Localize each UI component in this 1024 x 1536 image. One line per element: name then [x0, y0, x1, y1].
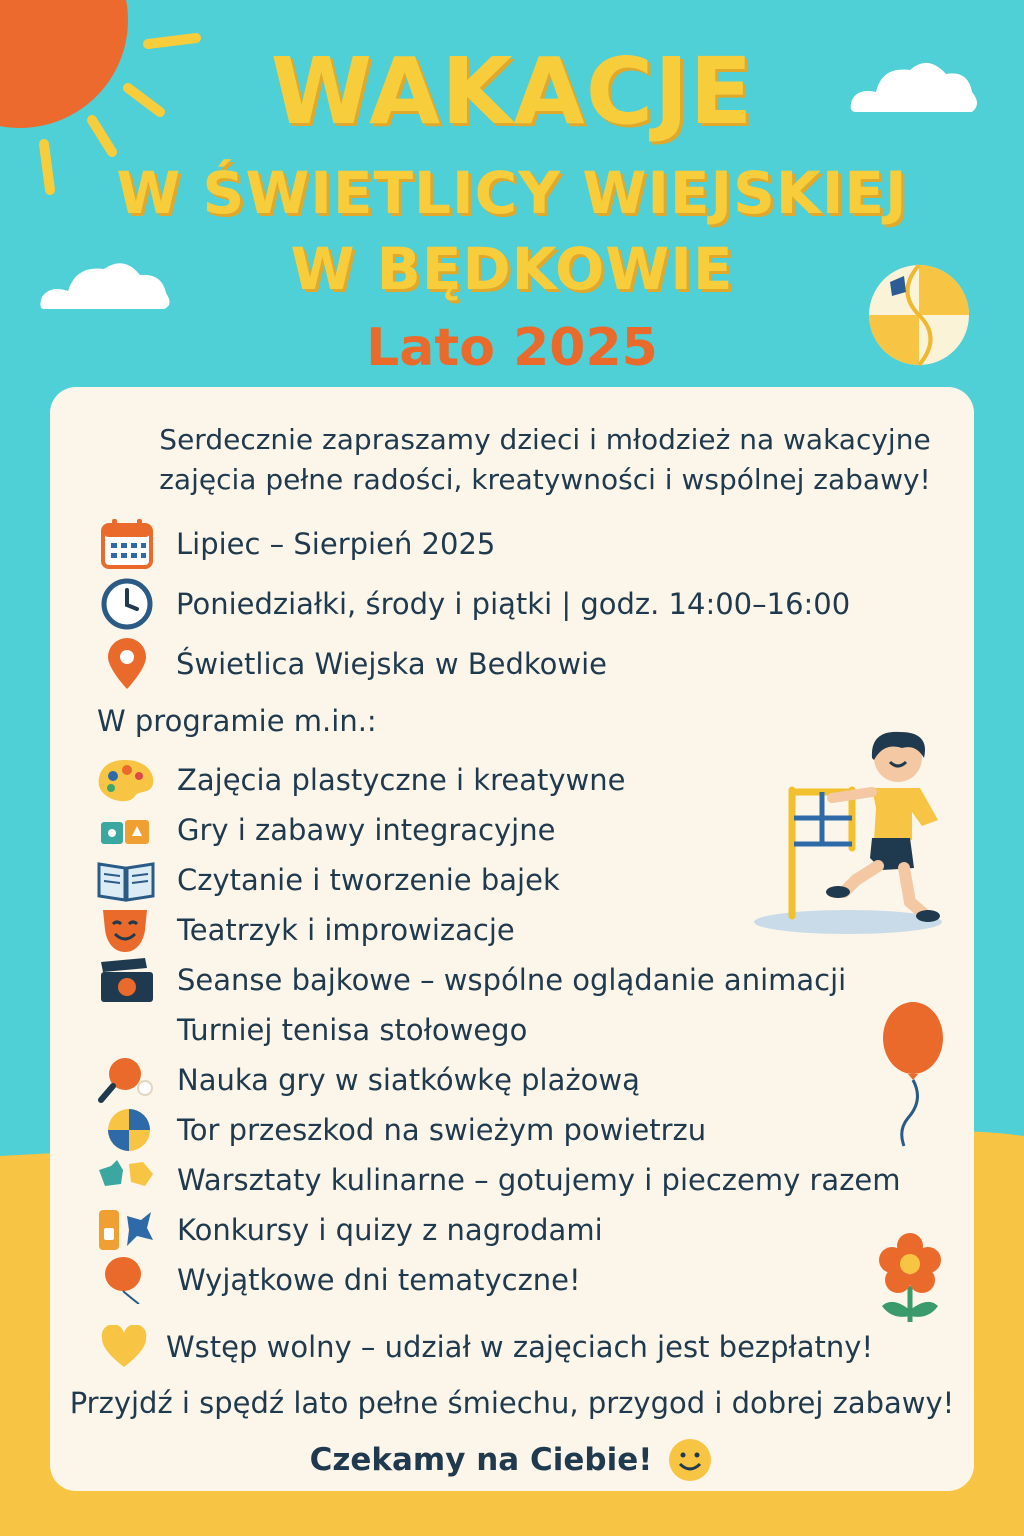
- program-item: [95, 1006, 527, 1054]
- location-pin-icon: [100, 637, 154, 691]
- intro-text: Serdecznie zapraszamy dzieci i młodzież na wakacyjne zajęcia pełne radości, kreatywności i wspólnej zabawy!: [159, 423, 931, 496]
- program-item: [95, 1206, 603, 1254]
- title-line-1: WAKACJE: [270, 38, 754, 145]
- program-item-text: Seanse bajkowe – wspólne oglądanie animacji: [177, 963, 847, 997]
- title-line-2: W ŚWIETLICY WIEJSKIEJ: [116, 159, 908, 227]
- program-item: [95, 856, 560, 904]
- program-item-text: Konkursy i quizy z nagrodami: [177, 1213, 603, 1247]
- program-item-text: Wyjątkowe dni tematyczne!: [177, 1263, 581, 1297]
- program-item-text: Tor przeszkod na swieżym powietrzu: [177, 1113, 707, 1147]
- info-dates: [100, 518, 495, 570]
- volleyball-icon: [95, 1106, 157, 1154]
- free-entry-text: Wstęp wolny – udział w zajęciach jest bezpłatny!: [166, 1330, 874, 1364]
- program-item-text: Teatrzyk i improwizacje: [177, 913, 515, 947]
- program-item: [95, 756, 625, 804]
- program-item: [95, 1256, 581, 1304]
- flower-decoration: [870, 1230, 950, 1326]
- info-location: [100, 638, 607, 690]
- playing-boy-illustration: [752, 728, 948, 938]
- balloon-decoration: [878, 1000, 948, 1148]
- program-item-text: Zajęcia plastyczne i kreatywne: [177, 763, 626, 797]
- palette-icon: [95, 756, 157, 804]
- program-item: [95, 906, 515, 954]
- book-icon: [95, 856, 157, 904]
- ping-pong-paddle-icon: [95, 1056, 157, 1104]
- program-item-text: Warsztaty kulinarne – gotujemy i pieczemy razem: [177, 1163, 901, 1197]
- sign-off: [50, 1436, 974, 1484]
- program-item-text: Turniej tenisa stołowego: [177, 1013, 528, 1047]
- puzzle-icon: [95, 1156, 157, 1204]
- title-line-3: W BĘDKOWIE: [290, 235, 734, 303]
- subtitle-year: Lato 2025: [366, 318, 658, 378]
- closing-text: Przyjdź i spędź lato pełne śmiechu, przygod i dobrej zabawy!: [69, 1386, 955, 1420]
- info-dates-text: Lipiec – Sierpień 2025: [176, 527, 496, 561]
- info-schedule-text: Poniedziałki, środy i piątki | godz. 14:00–16:00: [176, 587, 851, 621]
- program-item: [95, 806, 555, 854]
- info-location-text: Świetlica Wiejska w Bedkowie: [176, 647, 608, 681]
- calendar-icon: [100, 517, 154, 571]
- clapperboard-icon: [95, 956, 157, 1004]
- balloon-icon: [95, 1256, 157, 1304]
- quiz-icon: [95, 1206, 157, 1254]
- program-item: [95, 1056, 640, 1104]
- smiley-icon: [666, 1436, 714, 1484]
- program-item: [95, 956, 846, 1004]
- clock-icon: [100, 577, 154, 631]
- program-item-text: Nauka gry w siatkówkę plażową: [177, 1063, 640, 1097]
- blank-icon: [95, 1006, 157, 1054]
- heart-icon: [100, 1325, 148, 1369]
- program-heading: W programie m.in.:: [97, 704, 377, 738]
- sign-off-text: Czekamy na Ciebie!: [309, 1442, 653, 1478]
- program-item-text: Gry i zabawy integracyjne: [177, 813, 556, 847]
- program-item: [95, 1106, 706, 1154]
- game-blocks-icon: [95, 806, 157, 854]
- theatre-mask-icon: [95, 906, 157, 954]
- free-entry-row: [100, 1322, 873, 1372]
- info-schedule: [100, 578, 850, 630]
- program-item: [95, 1156, 901, 1204]
- program-item-text: Czytanie i tworzenie bajek: [177, 863, 560, 897]
